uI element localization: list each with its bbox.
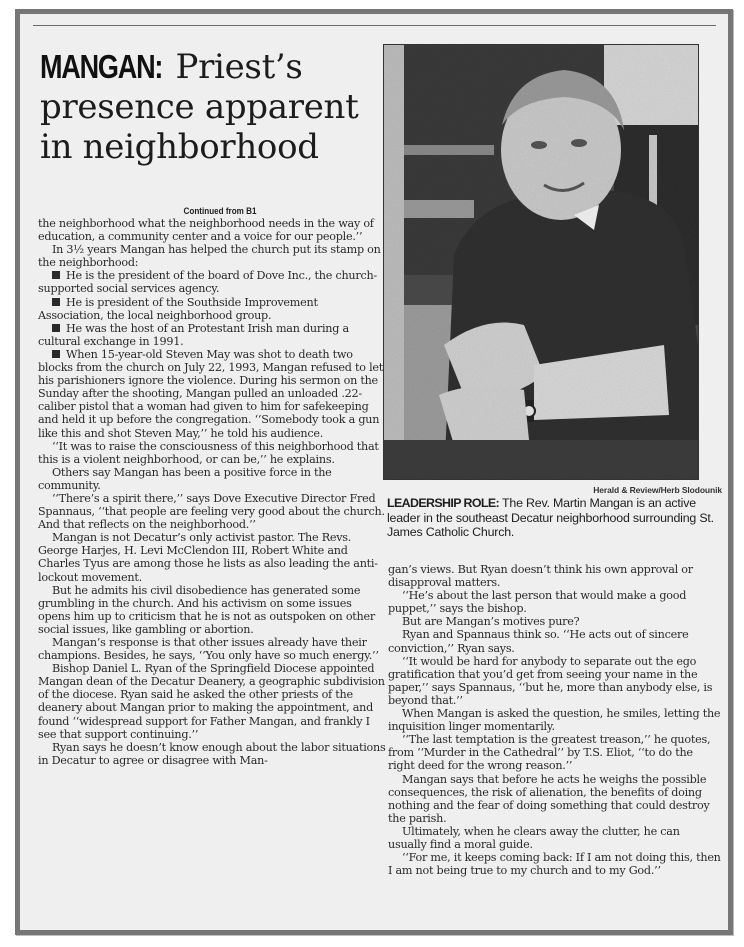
paragraph-text: Mangan’s response is that other issues already have their champions. Besides, he says, ‘‘You only have so much energy.’’ [38,636,379,663]
clipping-frame [15,9,733,935]
photo-image [384,45,698,479]
body-paragraph [38,584,386,636]
paragraph-text: But are Mangan’s motives pure? [402,615,580,629]
body-paragraph [388,655,721,707]
paragraph-text: But he admits his civil disobedience has generated some grumbling in the church. And his activism on some issues opens him up to criticism that he is not as outspoken on other social issues, like gambling or abortion. [38,583,375,636]
body-paragraph [388,563,721,589]
paragraph-text: ‘‘There’s a spirit there,’’ says Dove Executive Director Fred Spannaus, ‘‘that people are feeling very good about the church. And that reflects on the neighborhood.’’ [38,491,385,532]
photo-caption [387,496,727,540]
bullet-paragraph [38,322,386,348]
paragraph-text: Ultimately, when he clears away the clutter, he can usually find a moral guide. [388,824,680,851]
paragraph-text: When 15-year-old Steven May was shot to death two blocks from the church on July 22, 1993, Mangan refused to let his parishioners ignore the violence. During his sermon on the Sunday after the shooting, Mangan pulled an unloaded .22-caliber pistol that a woman had given to him for safekeeping and held it up before the congregation. ‘‘Somebody took a gun like this and shot Steven May,’’ he told his audience. [38,347,384,440]
caption-text: The Rev. Martin Mangan is an active leader in the southeast Decatur neighborhood surrounding St. James Catholic Church. [387,496,714,539]
body-paragraph [38,531,386,583]
body-paragraph [388,851,721,877]
paragraph-text: Bishop Daniel L. Ryan of the Springfield Diocese appointed Mangan dean of the Decatur Deanery, a geographic subdivision of the diocese. Ryan said he asked the other priests of the deanery about Mangan prior to making the appointment, and found ‘‘widespread support for Father Mangan, and frankly I see that support continuing.’’ [38,662,385,741]
paragraph-text: When Mangan is asked the question, he smiles, letting the inquisition linger momentarily. [388,707,721,734]
right-column [388,563,721,877]
headline [40,47,380,167]
headline-kicker: MANGAN: [40,48,163,85]
paragraph-text: Ryan and Spannaus think so. ‘‘He acts out of sincere conviction,’’ Ryan says. [388,628,689,655]
body-paragraph [38,243,386,269]
headline-line-3: in neighborhood [40,127,319,167]
paragraph-text: ‘‘It would be hard for anybody to separate out the ego gratification that you’d get from seeing your name in the paper,’’ says Spannaus, ‘‘but he, more than anybody else, is beyond that.’’ [388,654,713,707]
bullet-paragraph [38,348,386,440]
body-paragraph [388,615,721,628]
body-paragraph [38,466,386,492]
square-bullet-icon [52,271,60,279]
headline-line-1: Priest’s [164,47,303,87]
square-bullet-icon [52,350,60,358]
paragraph-text: Ryan says he doesn’t know enough about the labor situations in Decatur to agree or disagree with Man- [38,740,386,767]
body-paragraph [388,589,721,615]
bullet-paragraph [38,269,386,295]
paragraph-text: In 3½ years Mangan has helped the church put its stamp on the neighborhood: [38,243,381,270]
headline-line-2: presence apparent [40,87,359,127]
body-paragraph [388,707,721,733]
body-paragraph [38,741,386,767]
body-paragraph [38,217,386,243]
body-paragraph [38,662,386,741]
paragraph-text: He was the host of an Protestant Irish man during a cultural exchange in 1991. [38,321,349,348]
paragraph-text: ‘‘For me, it keeps coming back: If I am not doing this, then I am not being true to my church and to my God.’’ [388,851,721,878]
body-paragraph [388,628,721,654]
top-rule-divider [33,25,716,26]
bullet-paragraph [38,296,386,322]
body-paragraph [388,773,721,825]
square-bullet-icon [52,324,60,332]
body-paragraph [388,825,721,851]
paragraph-text: ‘‘It was to raise the consciousness of this neighborhood that this is a violent neighborhood, or can be,’’ he explains. [38,439,379,466]
paragraph-text: He is the president of the board of Dove Inc., the church-supported social services agency. [38,269,377,296]
caption-label: LEADERSHIP ROLE: [387,496,500,510]
body-paragraph [38,492,386,531]
paragraph-text: Mangan says that before he acts he weighs the possible consequences, the risk of alienation, the benefits of doing nothing and the fear of doing something that could destroy the parish. [388,772,710,825]
paragraph-text: ‘‘The last temptation is the greatest treason,’’ he quotes, from ‘‘Murder in the Cathedral’’ by T.S. Eliot, ‘‘to do the right deed for the wrong reason.’’ [388,733,711,773]
priest-photo [383,44,699,480]
body-paragraph [388,733,721,772]
left-column [38,217,386,767]
paragraph-text: gan’s views. But Ryan doesn’t think his own approval or disapproval matters. [388,563,693,590]
photo-credit: Herald & Review/Herb Slodounik [593,485,722,495]
continued-from-label: Continued from B1 [183,206,257,216]
paragraph-text: Mangan is not Decatur’s only activist pastor. The Revs. George Harjes, H. Levi McClendon III, Robert White and Charles Tyus are among those he lists as also leading the anti-lockout movement. [38,531,378,584]
body-paragraph [38,636,386,662]
paragraph-text: He is president of the Southside Improvement Association, the local neighborhood group. [38,295,318,322]
paragraph-text: Others say Mangan has been a positive force in the community. [38,465,332,492]
square-bullet-icon [52,298,60,306]
paragraph-text: ‘‘He’s about the last person that would make a good puppet,’’ says the bishop. [388,589,687,616]
body-paragraph [38,440,386,466]
paragraph-text: the neighborhood what the neighborhood needs in the way of education, a community center and a voice for our people.’’ [38,217,374,244]
